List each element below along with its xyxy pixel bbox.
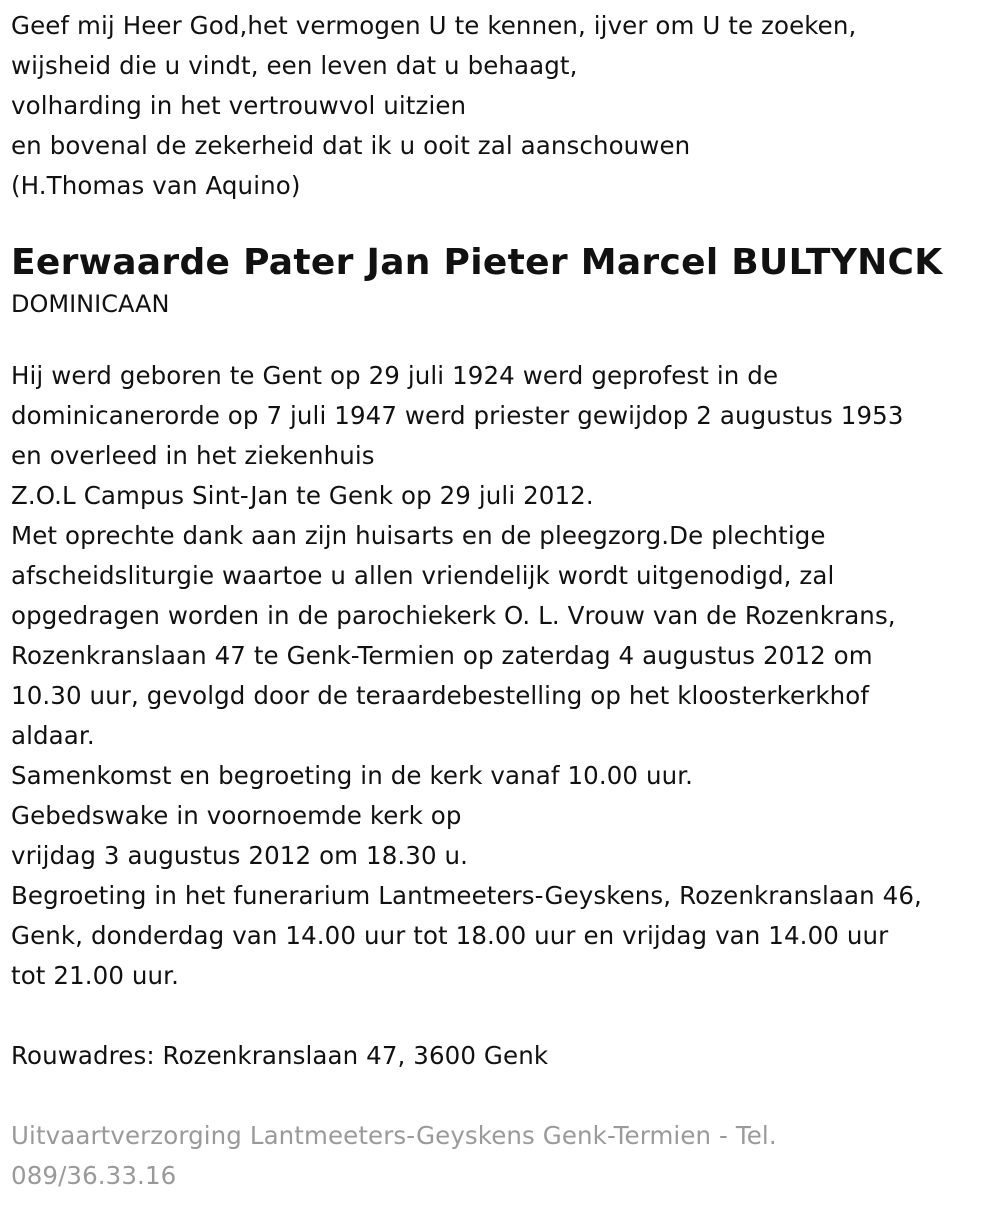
- body-line: Hij werd geboren te Gent op 29 juli 1924 werd geprofest in de: [11, 361, 779, 390]
- body-line: en overleed in het ziekenhuis: [11, 441, 375, 470]
- prayer-attribution: (H.Thomas van Aquino): [11, 171, 301, 200]
- body-line: vrijdag 3 augustus 2012 om 18.30 u.: [11, 841, 469, 870]
- body-line: dominicanerorde op 7 juli 1947 werd priester gewijdop 2 augustus 1953: [11, 401, 904, 430]
- spacer: [11, 996, 996, 1036]
- prayer-line: en bovenal de zekerheid dat ik u ooit zal aanschouwen: [11, 131, 691, 160]
- body-line: opgedragen worden in de parochiekerk O. L. Vrouw van de Rozenkrans,: [11, 601, 896, 630]
- spacer: [11, 320, 996, 356]
- body-line: Rozenkranslaan 47 te Genk-Termien op zaterdag 4 augustus 2012 om: [11, 641, 873, 670]
- prayer-line: volharding in het vertrouwvol uitzien: [11, 91, 467, 120]
- body-line: Z.O.L Campus Sint-Jan te Genk op 29 juli 2012.: [11, 481, 594, 510]
- deceased-name: Eerwaarde Pater Jan Pieter Marcel BULTYNCK: [11, 242, 943, 283]
- footer-phone: 089/36.33.16: [11, 1161, 177, 1190]
- spacer: [11, 1076, 996, 1116]
- body-line: Begroeting in het funerarium Lantmeeters-Geyskens, Rozenkranslaan 46,: [11, 881, 922, 910]
- body-line: 10.30 uur, gevolgd door de teraardebestelling op het kloosterkerkhof: [11, 681, 870, 710]
- prayer-line: Geef mij Heer God,het vermogen U te kennen, ijver om U te zoeken,: [11, 11, 857, 40]
- announcement-body: [11, 356, 996, 996]
- prayer-block: [11, 6, 996, 206]
- body-line: tot 21.00 uur.: [11, 961, 179, 990]
- body-line: Gebedswake in voornoemde kerk op: [11, 801, 462, 830]
- body-line: Genk, donderdag van 14.00 uur tot 18.00 uur en vrijdag van 14.00 uur: [11, 921, 889, 950]
- mourning-address: Rouwadres: Rozenkranslaan 47, 3600 Genk: [11, 1041, 549, 1070]
- body-line: aldaar.: [11, 721, 95, 750]
- obituary-card: [11, 6, 996, 1196]
- footer-line: Uitvaartverzorging Lantmeeters-Geyskens Genk-Termien - Tel.: [11, 1121, 777, 1150]
- funeral-home-footer: [11, 1116, 996, 1196]
- prayer-line: wijsheid die u vindt, een leven dat u behaagt,: [11, 51, 578, 80]
- religious-order: DOMINICAAN: [11, 290, 170, 318]
- body-line: Met oprechte dank aan zijn huisarts en de pleegzorg.De plechtige: [11, 521, 826, 550]
- body-line: Samenkomst en begroeting in de kerk vanaf 10.00 uur.: [11, 761, 694, 790]
- body-line: afscheidsliturgie waartoe u allen vriendelijk wordt uitgenodigd, zal: [11, 561, 835, 590]
